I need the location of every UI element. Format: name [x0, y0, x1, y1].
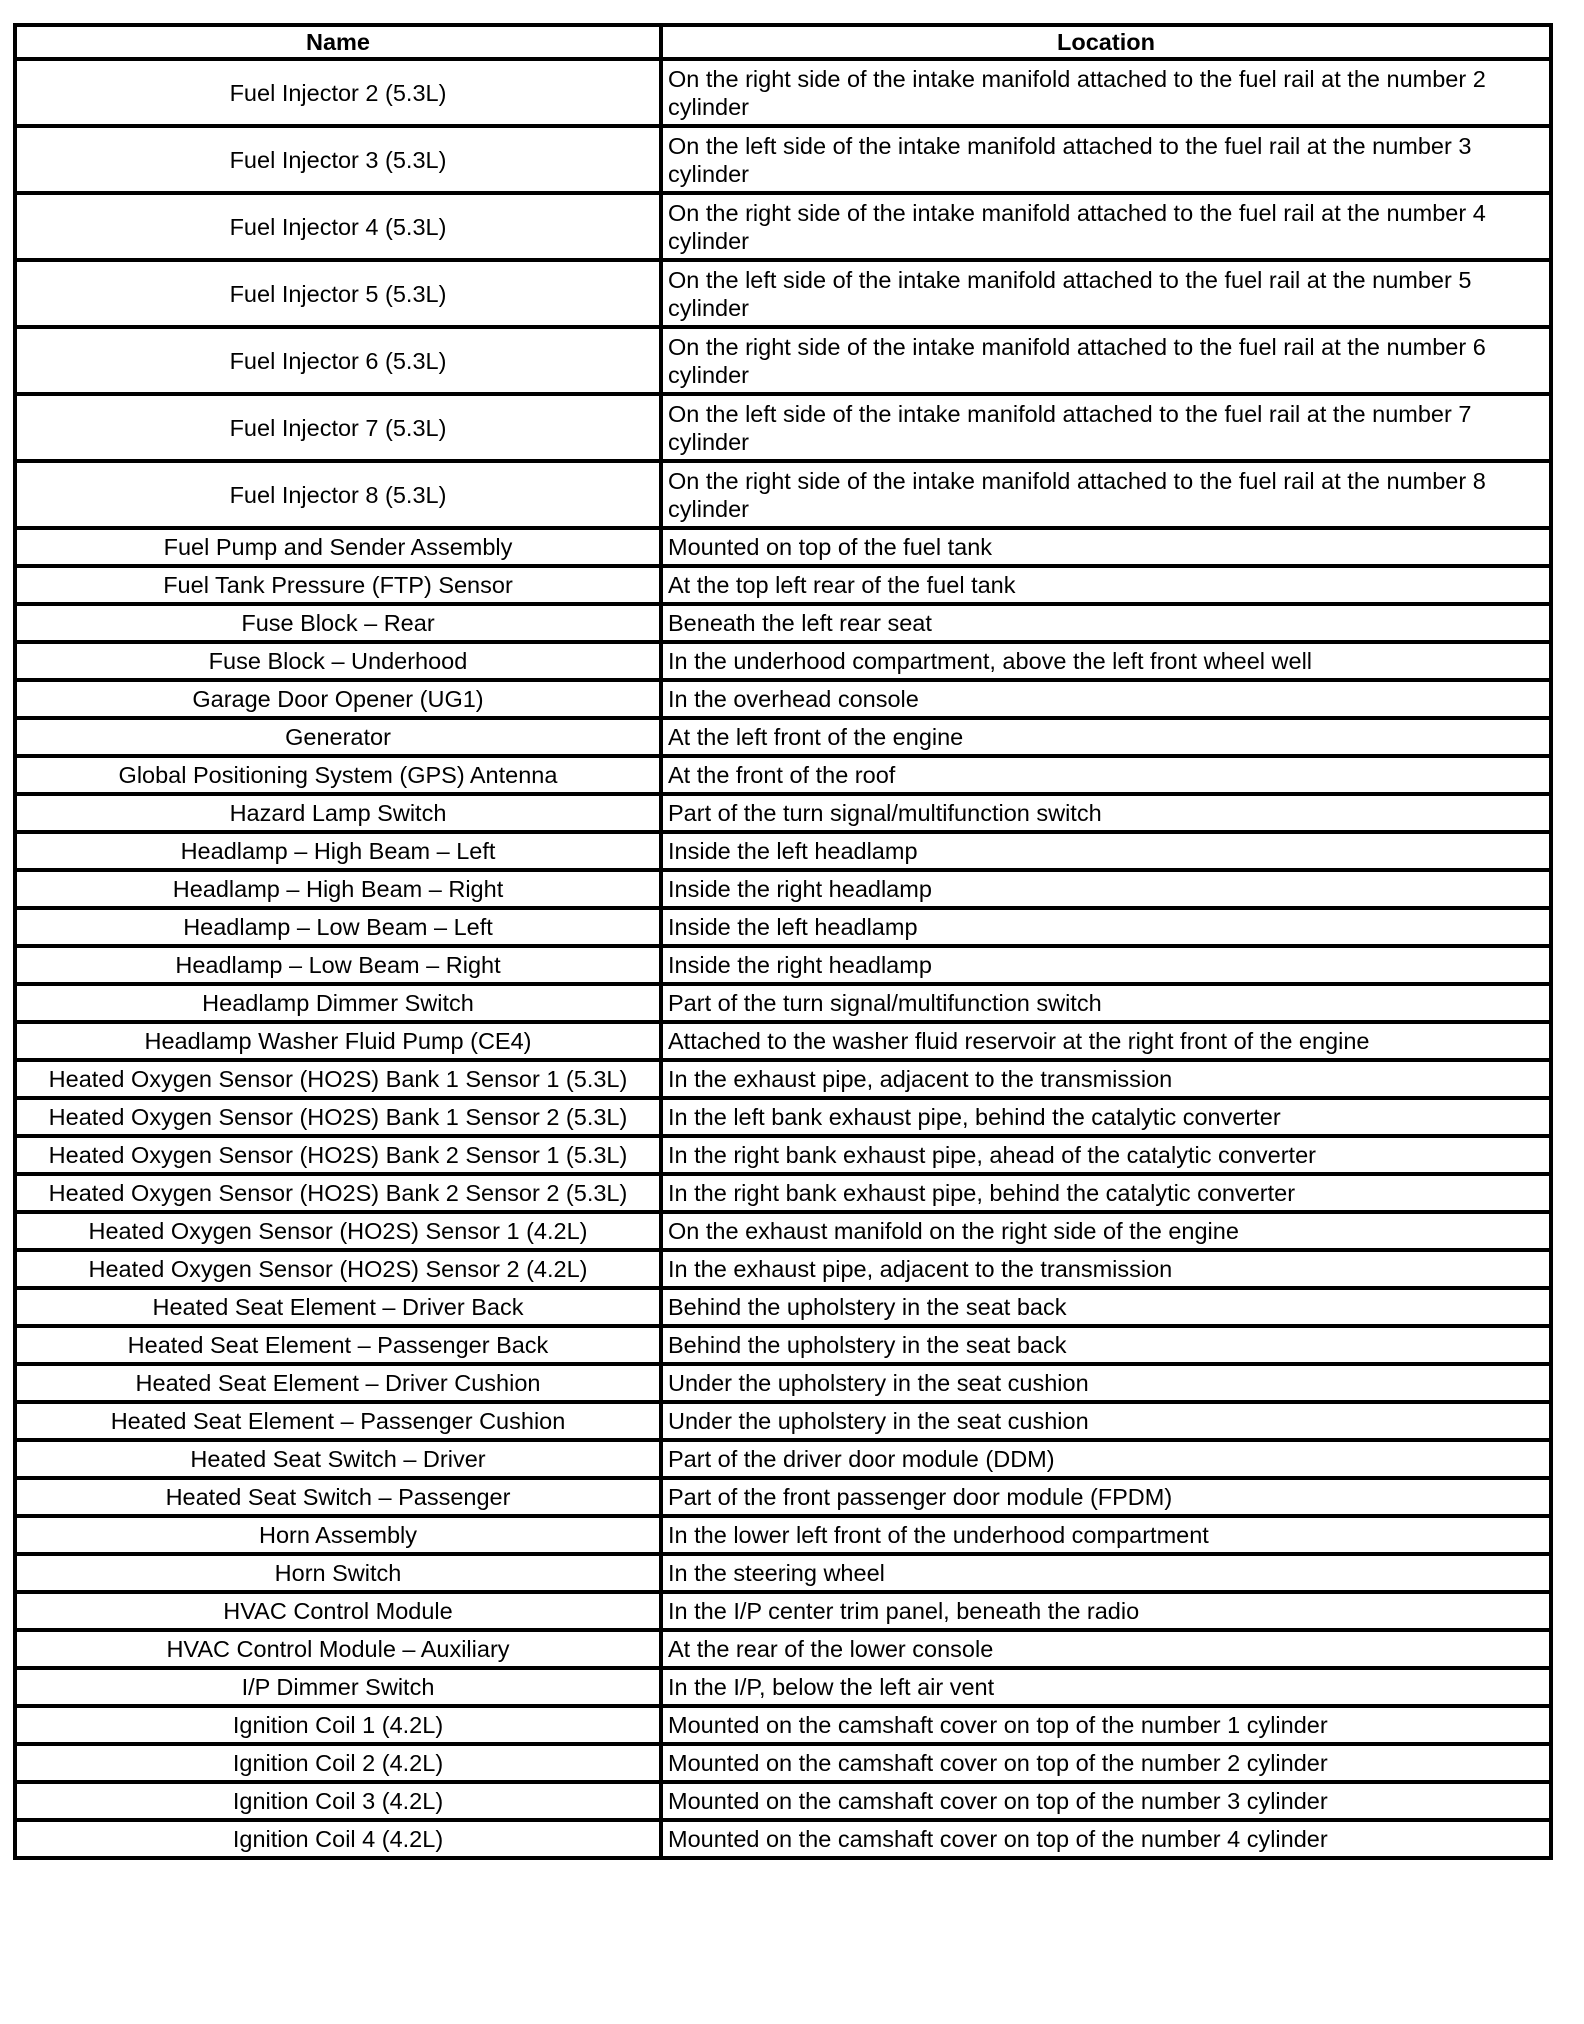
- component-location: In the left bank exhaust pipe, behind the catalytic converter: [661, 1098, 1551, 1136]
- table-row: [15, 794, 1551, 832]
- component-name: Hazard Lamp Switch: [15, 794, 661, 832]
- component-location: In the exhaust pipe, adjacent to the transmission: [661, 1060, 1551, 1098]
- component-location: At the top left rear of the fuel tank: [661, 566, 1551, 604]
- component-name: Heated Seat Element – Passenger Cushion: [15, 1402, 661, 1440]
- component-name: Heated Oxygen Sensor (HO2S) Sensor 1 (4.2L): [15, 1212, 661, 1250]
- component-location: Part of the turn signal/multifunction switch: [661, 794, 1551, 832]
- component-location: On the right side of the intake manifold attached to the fuel rail at the number 2 cylinder: [661, 59, 1551, 126]
- component-name: Fuse Block – Underhood: [15, 642, 661, 680]
- table-row: [15, 1516, 1551, 1554]
- component-location: Mounted on the camshaft cover on top of the number 1 cylinder: [661, 1706, 1551, 1744]
- table-row: [15, 528, 1551, 566]
- component-name: Heated Seat Element – Driver Back: [15, 1288, 661, 1326]
- component-name: Fuel Injector 4 (5.3L): [15, 193, 661, 260]
- table-row: [15, 908, 1551, 946]
- component-location: Mounted on the camshaft cover on top of the number 4 cylinder: [661, 1820, 1551, 1858]
- component-name: Global Positioning System (GPS) Antenna: [15, 756, 661, 794]
- component-name: Headlamp Washer Fluid Pump (CE4): [15, 1022, 661, 1060]
- header-row: [15, 25, 1551, 59]
- component-name: Generator: [15, 718, 661, 756]
- component-name: Heated Oxygen Sensor (HO2S) Bank 1 Sensor 1 (5.3L): [15, 1060, 661, 1098]
- component-location: In the lower left front of the underhood compartment: [661, 1516, 1551, 1554]
- table-row: [15, 1630, 1551, 1668]
- component-name: Headlamp – High Beam – Right: [15, 870, 661, 908]
- component-location: In the underhood compartment, above the left front wheel well: [661, 642, 1551, 680]
- component-name: Ignition Coil 1 (4.2L): [15, 1706, 661, 1744]
- component-name: Heated Seat Switch – Passenger: [15, 1478, 661, 1516]
- component-name: Headlamp – High Beam – Left: [15, 832, 661, 870]
- component-location: On the left side of the intake manifold attached to the fuel rail at the number 7 cylinder: [661, 394, 1551, 461]
- component-name: Fuel Injector 3 (5.3L): [15, 126, 661, 193]
- component-location: On the exhaust manifold on the right side of the engine: [661, 1212, 1551, 1250]
- component-location: Under the upholstery in the seat cushion: [661, 1364, 1551, 1402]
- table-row: [15, 566, 1551, 604]
- component-location: In the I/P center trim panel, beneath the radio: [661, 1592, 1551, 1630]
- table-row: [15, 1478, 1551, 1516]
- table-row: [15, 1554, 1551, 1592]
- component-location: Inside the left headlamp: [661, 908, 1551, 946]
- component-location: At the rear of the lower console: [661, 1630, 1551, 1668]
- component-location: In the right bank exhaust pipe, behind the catalytic converter: [661, 1174, 1551, 1212]
- component-name: Heated Seat Element – Passenger Back: [15, 1326, 661, 1364]
- component-location: Mounted on the camshaft cover on top of the number 3 cylinder: [661, 1782, 1551, 1820]
- table-row: [15, 1174, 1551, 1212]
- table-row: [15, 1592, 1551, 1630]
- component-name: Ignition Coil 4 (4.2L): [15, 1820, 661, 1858]
- component-name: Ignition Coil 2 (4.2L): [15, 1744, 661, 1782]
- table-row: [15, 59, 1551, 126]
- component-name: Fuel Injector 6 (5.3L): [15, 327, 661, 394]
- component-location: In the exhaust pipe, adjacent to the transmission: [661, 1250, 1551, 1288]
- component-name: Headlamp – Low Beam – Left: [15, 908, 661, 946]
- table-row: [15, 718, 1551, 756]
- component-name: Fuel Injector 2 (5.3L): [15, 59, 661, 126]
- column-header-name: Name: [15, 25, 661, 59]
- component-name: Fuse Block – Rear: [15, 604, 661, 642]
- table-row: [15, 1250, 1551, 1288]
- table-row: [15, 1098, 1551, 1136]
- component-location: Inside the right headlamp: [661, 946, 1551, 984]
- table-row: [15, 984, 1551, 1022]
- component-location: Under the upholstery in the seat cushion: [661, 1402, 1551, 1440]
- table-row: [15, 461, 1551, 528]
- table-row: [15, 1060, 1551, 1098]
- table-row: [15, 1706, 1551, 1744]
- component-location: On the right side of the intake manifold attached to the fuel rail at the number 4 cylinder: [661, 193, 1551, 260]
- component-location: On the right side of the intake manifold attached to the fuel rail at the number 6 cylinder: [661, 327, 1551, 394]
- component-location: Part of the turn signal/multifunction switch: [661, 984, 1551, 1022]
- table-row: [15, 260, 1551, 327]
- component-name: Headlamp Dimmer Switch: [15, 984, 661, 1022]
- table-row: [15, 1326, 1551, 1364]
- component-location: In the overhead console: [661, 680, 1551, 718]
- component-location: Attached to the washer fluid reservoir at the right front of the engine: [661, 1022, 1551, 1060]
- component-name: Heated Oxygen Sensor (HO2S) Bank 2 Sensor 1 (5.3L): [15, 1136, 661, 1174]
- component-location: In the I/P, below the left air vent: [661, 1668, 1551, 1706]
- component-name: HVAC Control Module: [15, 1592, 661, 1630]
- component-name: I/P Dimmer Switch: [15, 1668, 661, 1706]
- component-name: Horn Assembly: [15, 1516, 661, 1554]
- component-location-table: [13, 23, 1553, 1860]
- component-name: Garage Door Opener (UG1): [15, 680, 661, 718]
- component-name: Horn Switch: [15, 1554, 661, 1592]
- component-location: Inside the right headlamp: [661, 870, 1551, 908]
- component-location: Behind the upholstery in the seat back: [661, 1288, 1551, 1326]
- component-location: Mounted on the camshaft cover on top of the number 2 cylinder: [661, 1744, 1551, 1782]
- table-row: [15, 756, 1551, 794]
- table-row: [15, 642, 1551, 680]
- table-row: [15, 1440, 1551, 1478]
- component-location: Beneath the left rear seat: [661, 604, 1551, 642]
- component-name: Fuel Injector 8 (5.3L): [15, 461, 661, 528]
- component-location: Behind the upholstery in the seat back: [661, 1326, 1551, 1364]
- table-row: [15, 680, 1551, 718]
- component-location: On the left side of the intake manifold attached to the fuel rail at the number 5 cylinder: [661, 260, 1551, 327]
- component-name: Heated Oxygen Sensor (HO2S) Sensor 2 (4.2L): [15, 1250, 661, 1288]
- table-row: [15, 193, 1551, 260]
- table-row: [15, 1288, 1551, 1326]
- component-name: Fuel Injector 5 (5.3L): [15, 260, 661, 327]
- table-row: [15, 126, 1551, 193]
- table-row: [15, 1820, 1551, 1858]
- component-name: Heated Oxygen Sensor (HO2S) Bank 2 Sensor 2 (5.3L): [15, 1174, 661, 1212]
- component-name: Heated Seat Element – Driver Cushion: [15, 1364, 661, 1402]
- table-row: [15, 1022, 1551, 1060]
- component-name: Heated Seat Switch – Driver: [15, 1440, 661, 1478]
- component-location: In the right bank exhaust pipe, ahead of the catalytic converter: [661, 1136, 1551, 1174]
- table-row: [15, 327, 1551, 394]
- component-name: Headlamp – Low Beam – Right: [15, 946, 661, 984]
- component-location: On the left side of the intake manifold attached to the fuel rail at the number 3 cylinder: [661, 126, 1551, 193]
- table-row: [15, 1136, 1551, 1174]
- table-row: [15, 832, 1551, 870]
- component-name: Fuel Tank Pressure (FTP) Sensor: [15, 566, 661, 604]
- table-row: [15, 1668, 1551, 1706]
- table-row: [15, 1402, 1551, 1440]
- component-name: Heated Oxygen Sensor (HO2S) Bank 1 Sensor 2 (5.3L): [15, 1098, 661, 1136]
- table-row: [15, 1744, 1551, 1782]
- column-header-location: Location: [661, 25, 1551, 59]
- table-row: [15, 394, 1551, 461]
- component-location: Mounted on top of the fuel tank: [661, 528, 1551, 566]
- component-name: HVAC Control Module – Auxiliary: [15, 1630, 661, 1668]
- component-name: Fuel Injector 7 (5.3L): [15, 394, 661, 461]
- component-location: At the front of the roof: [661, 756, 1551, 794]
- component-location: Inside the left headlamp: [661, 832, 1551, 870]
- component-location: Part of the front passenger door module (FPDM): [661, 1478, 1551, 1516]
- component-location: On the right side of the intake manifold attached to the fuel rail at the number 8 cylinder: [661, 461, 1551, 528]
- table-row: [15, 604, 1551, 642]
- component-location: In the steering wheel: [661, 1554, 1551, 1592]
- table-row: [15, 1364, 1551, 1402]
- table-row: [15, 1782, 1551, 1820]
- component-location: Part of the driver door module (DDM): [661, 1440, 1551, 1478]
- table-row: [15, 1212, 1551, 1250]
- component-name: Fuel Pump and Sender Assembly: [15, 528, 661, 566]
- table-row: [15, 870, 1551, 908]
- table-row: [15, 946, 1551, 984]
- component-location: At the left front of the engine: [661, 718, 1551, 756]
- component-name: Ignition Coil 3 (4.2L): [15, 1782, 661, 1820]
